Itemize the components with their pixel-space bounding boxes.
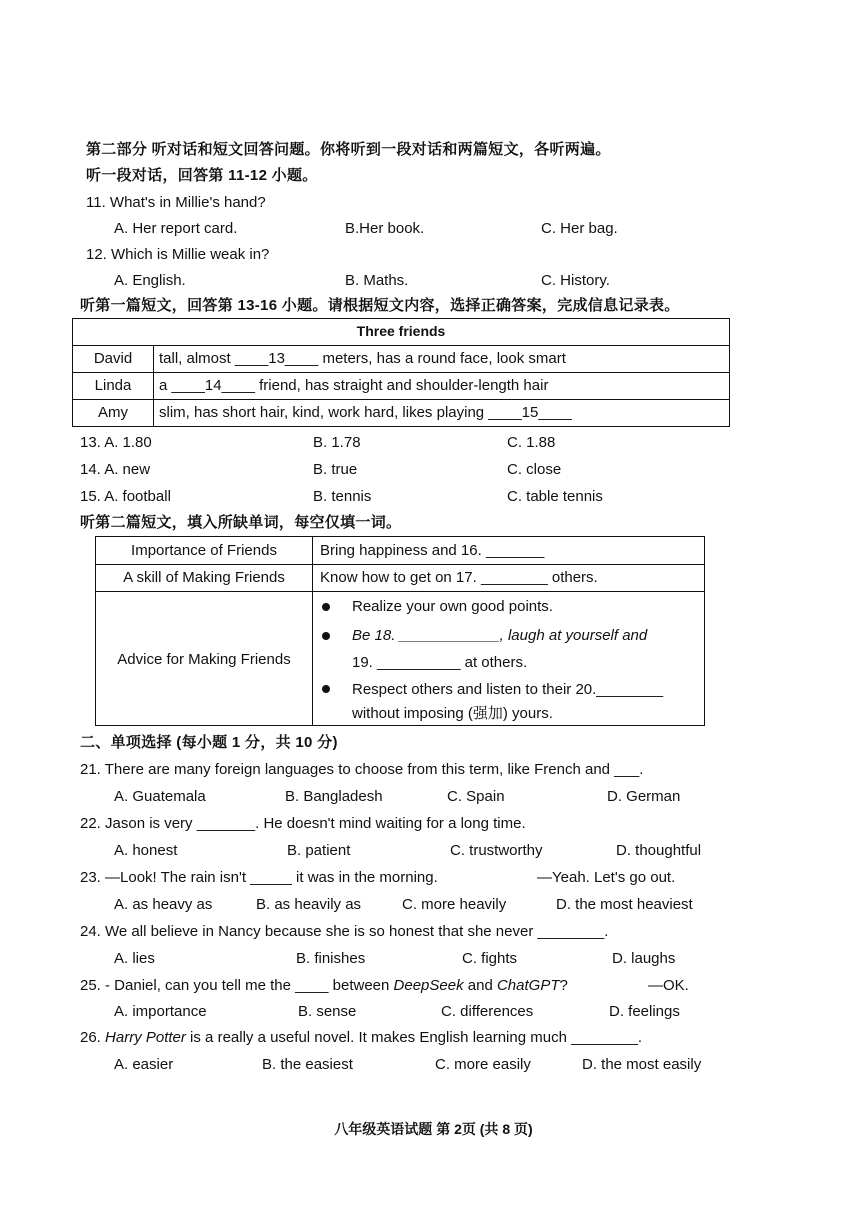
q15-option-b: B. tennis [313, 488, 372, 505]
bullet-icon [322, 632, 330, 640]
book-title: Harry Potter [105, 1029, 186, 1046]
table2-row1-label: Importance of Friends [131, 542, 277, 559]
table2-row2-value: Know how to get on 17. ________ others. [320, 569, 598, 586]
table1-desc-amy: slim, has short hair, kind, work hard, likes playing ____15____ [159, 404, 572, 421]
q26-option-d: D. the most easily [582, 1056, 702, 1073]
q26-option-b: B. the easiest [262, 1056, 353, 1073]
table1-desc-linda: a ____14____ friend, has straight and shoulder-length hair [159, 377, 549, 394]
part2-heading: 二、单项选择 (每小题 1 分，共 10 分) [80, 734, 338, 751]
question-11-stem: 11. What's in Millie's hand? [86, 194, 266, 211]
q14-option-a: 14. A. new [80, 461, 151, 478]
table2-row3-label: Advice for Making Friends [117, 651, 291, 668]
q21-option-c: C. Spain [447, 788, 505, 805]
question-23-stem: 23. —Look! The rain isn't _____ it was in the morning. [80, 869, 438, 886]
passage2-intro: 听第二篇短文，填入所缺单词，每空仅填一词。 [80, 514, 402, 531]
q22-option-d: D. thoughtful [616, 842, 702, 859]
q25-option-c: C. differences [441, 1003, 534, 1020]
q15-option-a: 15. A. football [80, 488, 171, 505]
question-12-stem: 12. Which is Millie weak in? [86, 246, 270, 263]
q23-option-b: B. as heavily as [256, 896, 362, 913]
q26-option-c: C. more easily [435, 1056, 531, 1073]
q11-option-c: C. Her bag. [541, 220, 618, 237]
q22-option-a: A. honest [114, 842, 178, 859]
table1-title: Three friends [356, 323, 446, 339]
friends-advice-table [95, 536, 705, 726]
three-friends-table [72, 318, 730, 427]
table1-name-amy: Amy [98, 404, 128, 421]
advice-item-3-line2: without imposing (强加) yours. [352, 705, 553, 722]
q25-option-a: A. importance [114, 1003, 207, 1020]
q26-option-a: A. easier [114, 1056, 174, 1073]
question-26-stem: 26. Harry Potter is a really a useful novel. It makes English learning much ________. [80, 1029, 642, 1046]
page-footer: 八年级英语试题 第 2页 (共 8 页) [334, 1121, 533, 1137]
q22-option-b: B. patient [287, 842, 351, 859]
q24-option-d: D. laughs [612, 950, 676, 967]
q13-option-b: B. 1.78 [313, 434, 361, 451]
question-25-reply: —OK. [648, 977, 689, 994]
table1-name-linda: Linda [94, 377, 132, 394]
advice-item-3-line1: Respect others and listen to their 20.________ [352, 681, 664, 698]
q21-option-d: D. German [607, 788, 681, 805]
term-chatgpt: ChatGPT [496, 977, 560, 994]
passage1-intro: 听第一篇短文，回答第 13-16 小题。请根据短文内容，选择正确答案，完成信息记录表。 [80, 297, 680, 314]
q13-option-a: 13. A. 1.80 [80, 434, 152, 451]
question-22-stem: 22. Jason is very _______. He doesn't mind waiting for a long time. [80, 815, 526, 832]
dialogue-intro: 听一段对话，回答第 11-12 小题。 [86, 167, 318, 184]
advice-item-1: Realize your own good points. [352, 598, 553, 615]
advice-item-2-line2: 19. __________ at others. [352, 654, 528, 671]
question-24-stem: 24. We all believe in Nancy because she is so honest that she never ________. [80, 923, 609, 940]
q21-option-b: B. Bangladesh [285, 788, 383, 805]
q13-option-c: C. 1.88 [507, 434, 556, 451]
bullet-icon [322, 603, 330, 611]
q22-option-c: C. trustworthy [450, 842, 543, 859]
q24-option-b: B. finishes [296, 950, 366, 967]
q25-option-b: B. sense [298, 1003, 357, 1020]
q23-option-d: D. the most heaviest [556, 896, 693, 913]
q12-option-b: B. Maths. [345, 272, 409, 289]
q12-option-c: C. History. [541, 272, 610, 289]
section2-heading: 第二部分 听对话和短文回答问题。你将听到一段对话和两篇短文，各听两遍。 [86, 141, 611, 158]
table1-name-david: David [93, 350, 133, 367]
q21-option-a: A. Guatemala [114, 788, 206, 805]
q15-option-c: C. table tennis [507, 488, 603, 505]
q11-option-a: A. Her report card. [114, 220, 238, 237]
q23-option-a: A. as heavy as [114, 896, 213, 913]
q24-option-a: A. lies [114, 950, 155, 967]
advice-item-2-line1: Be 18. ____________, laugh at yourself and [352, 627, 648, 644]
bullet-icon [322, 685, 330, 693]
q25-option-d: D. feelings [609, 1003, 680, 1020]
q24-option-c: C. fights [462, 950, 518, 967]
q11-option-b: B.Her book. [345, 220, 425, 237]
table2-row1-value: Bring happiness and 16. _______ [320, 542, 545, 559]
question-25-stem: 25. - Daniel, can you tell me the ____ between DeepSeek and ChatGPT? [80, 977, 568, 994]
q14-option-c: C. close [507, 461, 562, 478]
term-deepseek: DeepSeek [393, 977, 464, 994]
question-21-stem: 21. There are many foreign languages to choose from this term, like French and ___. [80, 761, 644, 778]
q12-option-a: A. English. [114, 272, 186, 289]
table2-row2-label: A skill of Making Friends [123, 569, 285, 586]
question-23-reply: —Yeah. Let's go out. [537, 869, 676, 886]
table1-desc-david: tall, almost ____13____ meters, has a round face, look smart [159, 350, 566, 367]
q23-option-c: C. more heavily [402, 896, 507, 913]
q14-option-b: B. true [313, 461, 358, 478]
